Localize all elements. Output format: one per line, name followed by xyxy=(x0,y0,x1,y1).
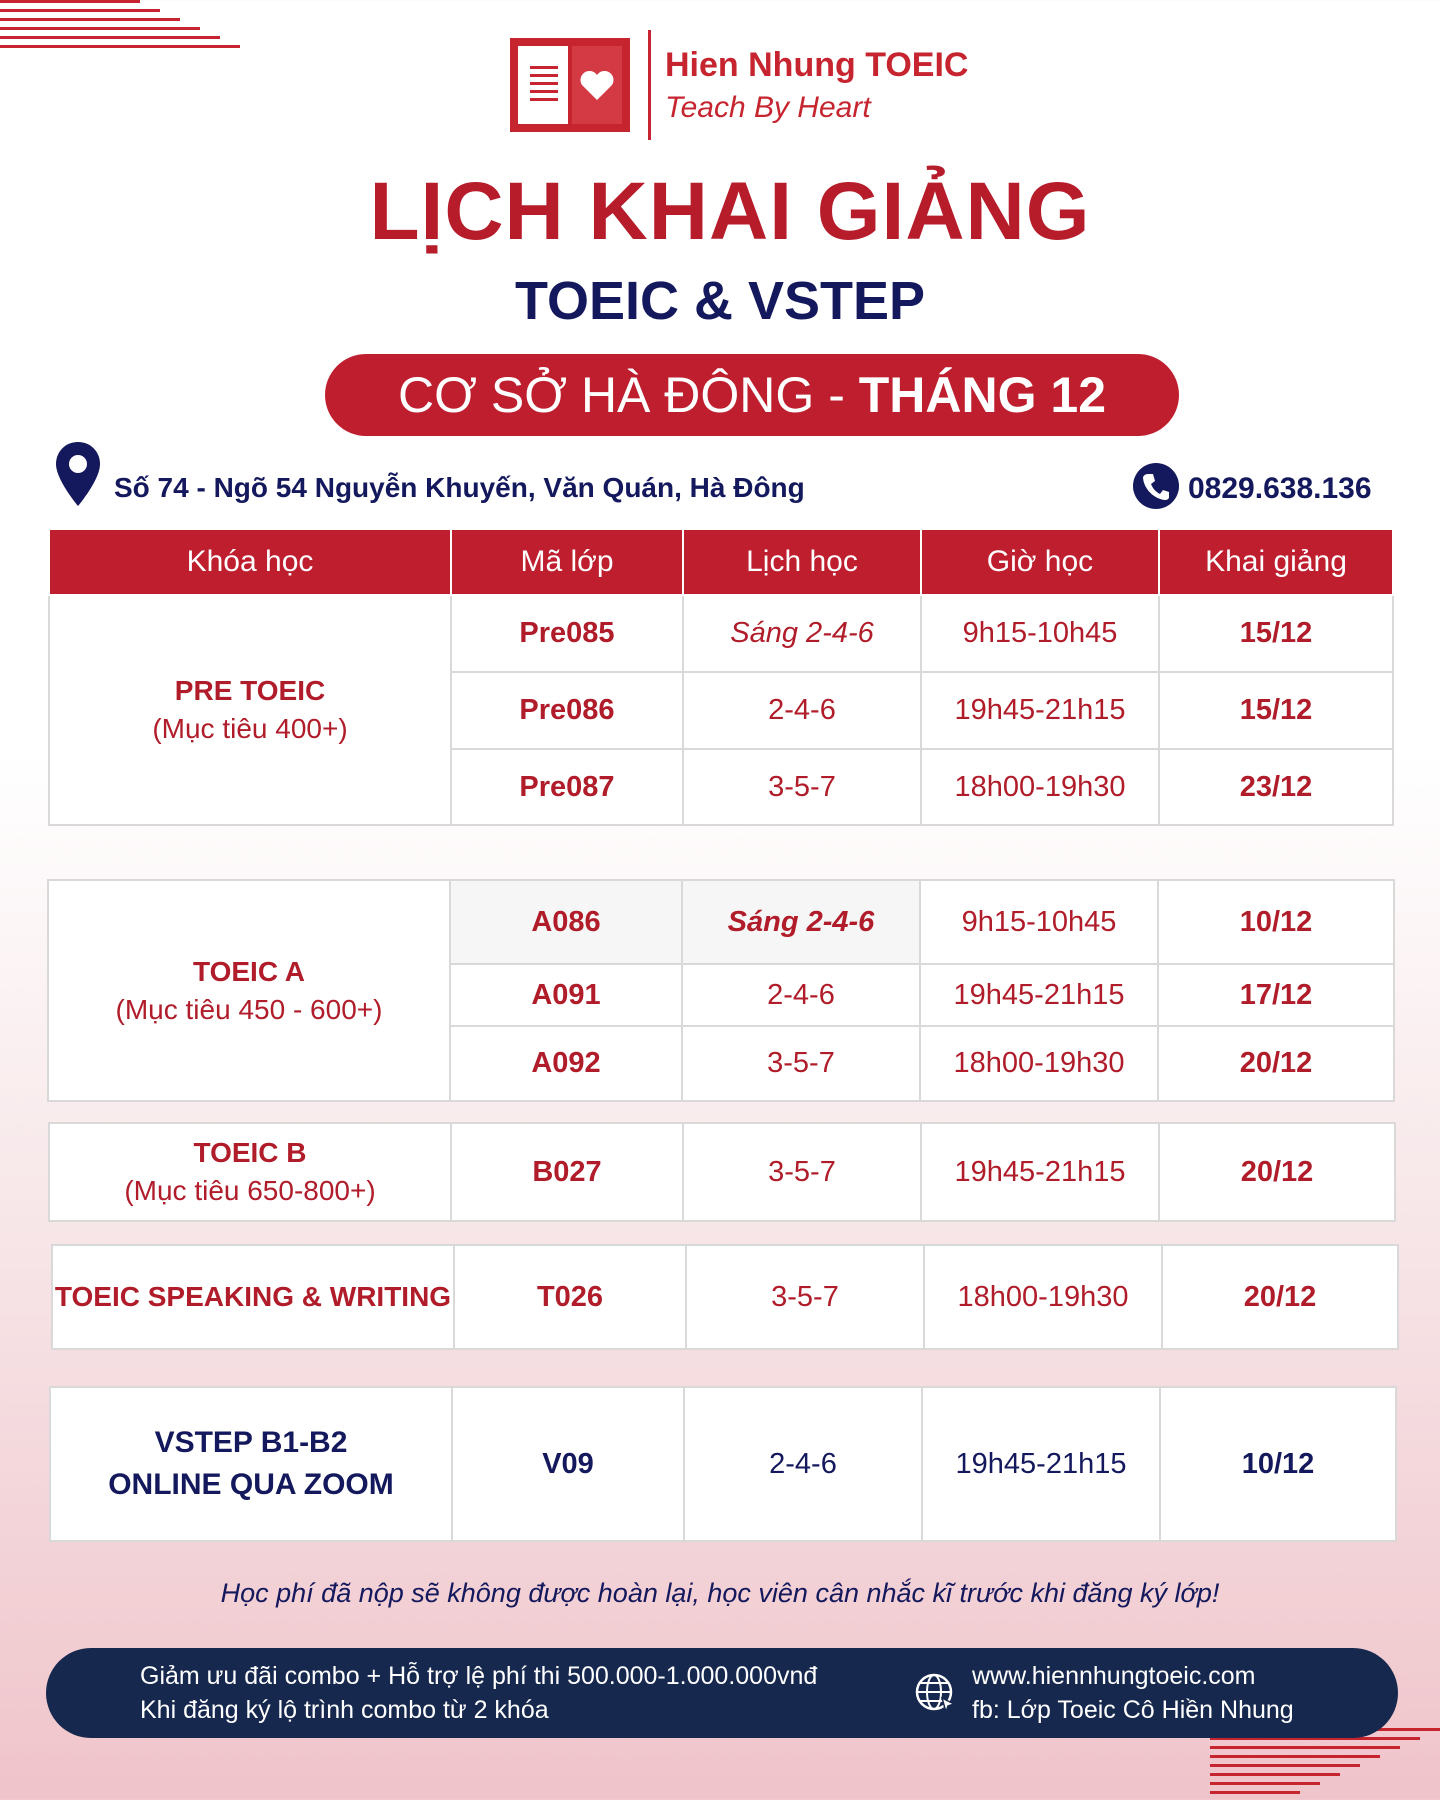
schedule-table-toeic-b xyxy=(48,1122,1396,1222)
class-code: B027 xyxy=(451,1123,683,1221)
course-mode: ONLINE QUA ZOOM xyxy=(108,1468,394,1501)
class-start-date: 23/12 xyxy=(1159,749,1393,825)
class-start-date: 20/12 xyxy=(1159,1123,1395,1221)
course-pre-toeic xyxy=(49,595,451,825)
brand-name: Hien Nhung TOEIC xyxy=(665,45,969,84)
table-row xyxy=(49,1123,1395,1221)
course-target: (Mục tiêu 450 - 600+) xyxy=(115,993,383,1025)
course-target: (Mục tiêu 650-800+) xyxy=(124,1175,376,1206)
class-start-date: 10/12 xyxy=(1158,880,1394,964)
course-vstep xyxy=(50,1387,452,1541)
class-time: 18h00-19h30 xyxy=(924,1245,1162,1349)
class-schedule: 3-5-7 xyxy=(683,1123,921,1221)
header-time: Giờ học xyxy=(921,529,1159,595)
class-code: Pre086 xyxy=(451,672,683,749)
class-code: Pre087 xyxy=(451,749,683,825)
course-name: TOEIC SPEAKING & WRITING xyxy=(54,1281,452,1312)
class-time: 19h45-21h15 xyxy=(921,672,1159,749)
class-time: 9h15-10h45 xyxy=(920,880,1158,964)
course-toeic-a xyxy=(48,880,450,1101)
class-code: Pre085 xyxy=(451,595,683,672)
decor-stripes-bottom-right xyxy=(1210,1728,1440,1800)
course-target: (Mục tiêu 400+) xyxy=(152,713,348,744)
course-name: TOEIC B xyxy=(193,1137,307,1168)
class-schedule: 2-4-6 xyxy=(683,672,921,749)
course-toeic-b xyxy=(49,1123,451,1221)
branch-banner xyxy=(325,354,1179,436)
class-schedule: 3-5-7 xyxy=(683,749,921,825)
refund-notice: Học phí đã nộp sẽ không được hoàn lại, học viên cân nhắc kĩ trước khi đăng ký lớp! xyxy=(220,1578,1220,1608)
class-code: A086 xyxy=(450,880,682,964)
schedule-table-speaking-writing xyxy=(51,1244,1399,1350)
contact-row xyxy=(54,440,1384,510)
class-time: 19h45-21h15 xyxy=(922,1387,1160,1541)
class-time: 18h00-19h30 xyxy=(920,1026,1158,1101)
class-schedule: Sáng 2-4-6 xyxy=(683,595,921,672)
table-row xyxy=(48,880,1394,964)
schedule-table-vstep xyxy=(49,1386,1397,1542)
class-start-date: 15/12 xyxy=(1159,672,1393,749)
header-start-date: Khai giảng xyxy=(1159,529,1393,595)
class-schedule: 2-4-6 xyxy=(684,1387,922,1541)
class-code: A092 xyxy=(450,1026,682,1101)
phone-number[interactable]: 0829.638.136 xyxy=(1188,472,1372,505)
header-course: Khóa học xyxy=(49,529,451,595)
class-schedule: 3-5-7 xyxy=(686,1245,924,1349)
table-row xyxy=(49,595,1393,672)
decor-stripes-top-left xyxy=(0,0,240,54)
class-time: 19h45-21h15 xyxy=(920,964,1158,1026)
class-code: T026 xyxy=(454,1245,686,1349)
class-start-date: 20/12 xyxy=(1162,1245,1398,1349)
table-row xyxy=(52,1245,1398,1349)
location-pin-icon xyxy=(54,440,102,508)
class-start-date: 10/12 xyxy=(1160,1387,1396,1541)
website-link[interactable]: www.hiennhungtoeic.com xyxy=(972,1662,1256,1690)
promo-line-2: Khi đăng ký lộ trình combo từ 2 khóa xyxy=(140,1696,549,1724)
branch-name: CƠ SỞ HÀ ĐÔNG - xyxy=(397,367,859,423)
class-start-date: 15/12 xyxy=(1159,595,1393,672)
brand-tagline: Teach By Heart xyxy=(665,90,871,124)
course-name: PRE TOEIC xyxy=(174,675,326,706)
logo-divider xyxy=(648,30,651,140)
address-text: Số 74 - Ngõ 54 Nguyễn Khuyến, Văn Quán, Hà Đông xyxy=(114,472,805,503)
course-speaking-writing xyxy=(52,1245,454,1349)
class-start-date: 17/12 xyxy=(1158,964,1394,1026)
branch-month: THÁNG 12 xyxy=(858,367,1107,423)
class-schedule: 2-4-6 xyxy=(682,964,920,1026)
page-subtitle: TOEIC & VSTEP xyxy=(514,271,926,331)
schedule-table-pre-toeic xyxy=(48,528,1394,826)
book-heart-icon xyxy=(508,36,632,134)
class-schedule: 3-5-7 xyxy=(682,1026,920,1101)
class-time: 18h00-19h30 xyxy=(921,749,1159,825)
promo-line-1: Giảm ưu đãi combo + Hỗ trợ lệ phí thi 500.000-1.000.000vnđ xyxy=(140,1662,818,1690)
class-code: A091 xyxy=(450,964,682,1026)
course-name: VSTEP B1-B2 xyxy=(154,1426,348,1459)
globe-icon xyxy=(914,1672,956,1714)
schedule-table-toeic-a xyxy=(47,879,1395,1102)
class-start-date: 20/12 xyxy=(1158,1026,1394,1101)
phone-icon xyxy=(1132,462,1180,510)
header-class-code: Mã lớp xyxy=(451,529,683,595)
class-schedule: Sáng 2-4-6 xyxy=(682,880,920,964)
class-time: 19h45-21h15 xyxy=(921,1123,1159,1221)
table-row xyxy=(50,1387,1396,1541)
page-title: LỊCH KHAI GIẢNG xyxy=(369,166,1091,257)
footer-banner xyxy=(46,1648,1398,1738)
header-schedule: Lịch học xyxy=(683,529,921,595)
facebook-link[interactable]: fb: Lớp Toeic Cô Hiền Nhung xyxy=(972,1696,1294,1724)
brand-logo xyxy=(508,30,968,140)
class-time: 9h15-10h45 xyxy=(921,595,1159,672)
class-code: V09 xyxy=(452,1387,684,1541)
course-name: TOEIC A xyxy=(192,955,305,987)
